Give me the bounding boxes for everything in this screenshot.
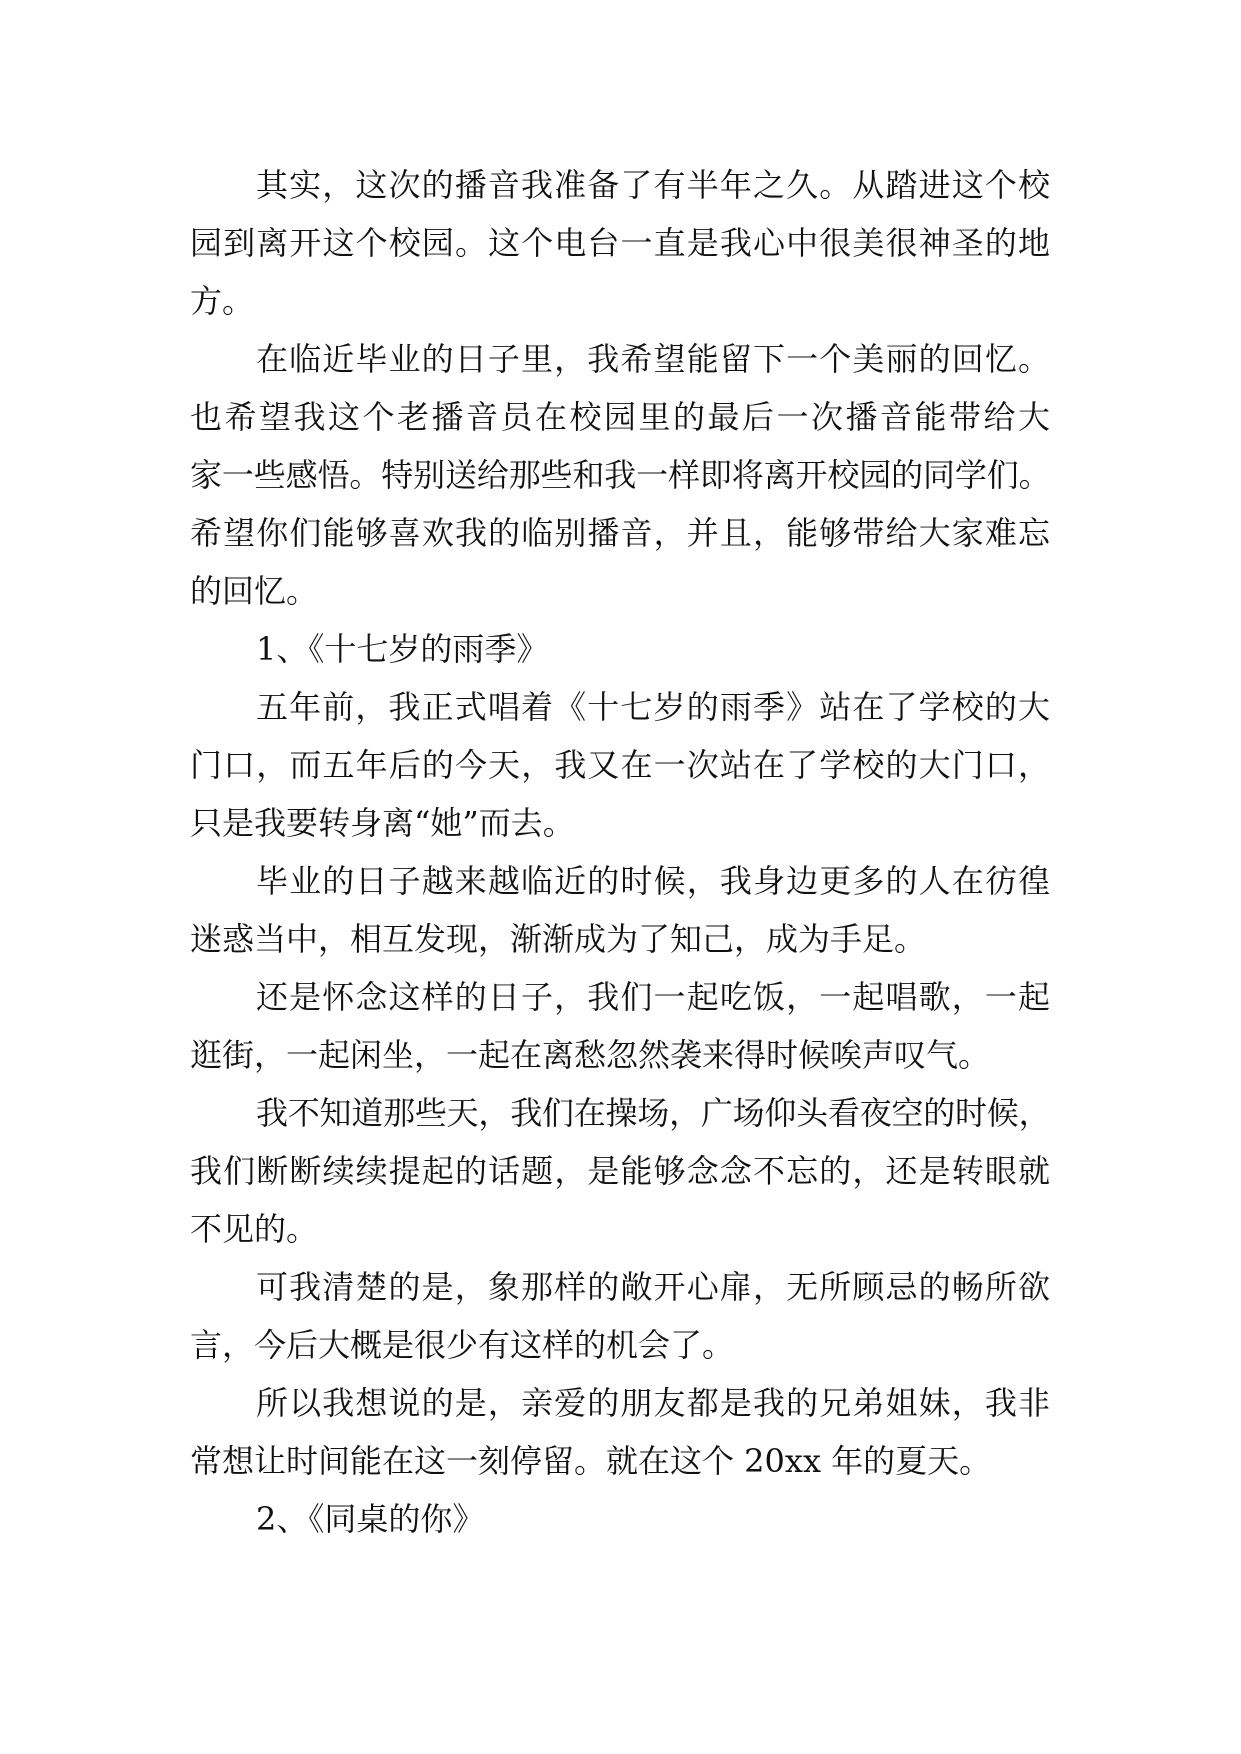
heading-line: 2、《同桌的你》 (256, 1500, 485, 1538)
text-line: 常想让时间能在这一刻停留。就在这个 20xx 年的夏天。 (190, 1442, 992, 1480)
paragraph-open-heart (190, 1258, 1050, 1374)
paragraph-approaching (190, 852, 1050, 968)
text-line: 五年前，我正式唱着《十七岁的雨季》站在了学校的大 (256, 688, 1050, 726)
text-line: 我们断断续续提起的话题，是能够念念不忘的，还是转眼就 (190, 1152, 1050, 1190)
text-line: 只是我要转身离“她”而去。 (190, 804, 575, 842)
text-line: 言，今后大概是很少有这样的机会了。 (190, 1326, 735, 1364)
heading-line: 1、《十七岁的雨季》 (256, 630, 549, 668)
text-line: 迷惑当中，相互发现，渐渐成为了知己，成为手足。 (190, 920, 927, 958)
text-line: 园到离开这个校园。这个电台一直是我心中很美很神圣的地 (190, 224, 1050, 262)
section-heading-2 (190, 1490, 1050, 1548)
paragraph-missing-days (190, 968, 1050, 1084)
text-line: 逛街，一起闲坐，一起在离愁忽然袭来得时候唉声叹气。 (190, 1036, 991, 1074)
text-line: 毕业的日子越来越临近的时候，我身边更多的人在彷徨 (256, 862, 1050, 900)
section-heading-1 (190, 620, 1050, 678)
paragraph-friends (190, 1374, 1050, 1490)
text-line: 的回忆。 (190, 572, 319, 610)
paragraph-intro (190, 156, 1050, 330)
text-line: 还是怀念这样的日子，我们一起吃饭，一起唱歌，一起 (256, 978, 1050, 1016)
text-line: 所以我想说的是，亲爱的朋友都是我的兄弟姐妹，我非 (256, 1384, 1050, 1422)
text-line: 不见的。 (190, 1210, 319, 1248)
text-line: 门口，而五年后的今天，我又在一次站在了学校的大门口， (190, 746, 1050, 784)
text-line: 也希望我这个老播音员在校园里的最后一次播音能带给大 (190, 398, 1050, 436)
paragraph-night-sky (190, 1084, 1050, 1258)
text-line: 可我清楚的是，象那样的敞开心扉，无所顾忌的畅所欲 (256, 1268, 1050, 1306)
text-line: 在临近毕业的日子里，我希望能留下一个美丽的回忆。 (256, 340, 1050, 378)
text-line: 希望你们能够喜欢我的临别播音，并且，能够带给大家难忘 (190, 514, 1050, 552)
paragraph-graduation (190, 330, 1050, 620)
text-line: 其实，这次的播音我准备了有半年之久。从踏进这个校 (256, 166, 1050, 204)
text-line: 家一些感悟。特别送给那些和我一样即将离开校园的同学们。 (190, 456, 1050, 494)
body-text (190, 156, 1050, 1548)
text-line: 我不知道那些天，我们在操场，广场仰头看夜空的时候， (256, 1094, 1050, 1132)
paragraph-five-years (190, 678, 1050, 852)
text-line: 方。 (190, 282, 255, 320)
